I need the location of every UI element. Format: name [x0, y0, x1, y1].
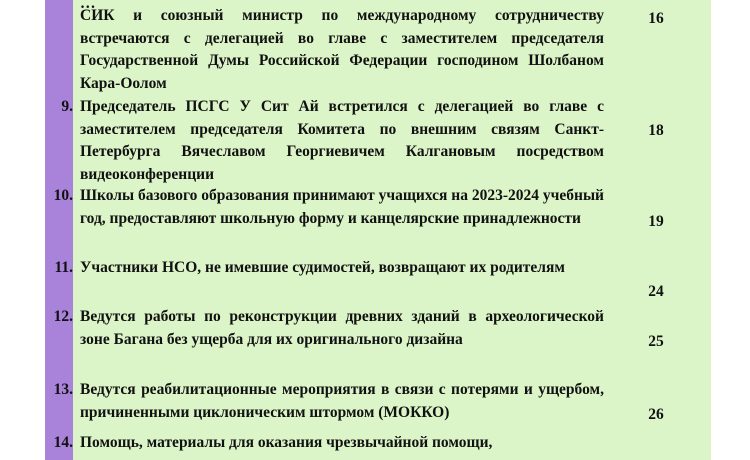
toc-entry-title-cut: … [80, 0, 96, 12]
toc-entry-number: 14. [53, 434, 73, 451]
toc-entry-title: Школы базового образования принимают учащихся на 2023-2024 учебный год, предоставляют школьную форму и канцелярские принадлежности [80, 187, 604, 227]
toc-entry-title: СИК и союзный министр по международному сотрудничеству встречаются с делегацией во главе с заместителем председателя Государственной Думы Российской Федерации господином Шолбаном Кара-Оолом [80, 7, 604, 92]
toc-entry-number: 10. [53, 187, 73, 204]
toc-entry-number: 9. [61, 98, 73, 115]
toc-entry-page: 26 [648, 406, 664, 423]
toc-entry-title: Председатель ПСГС У Сит Ай встретился с делегацией во главе с заместителем председателя Комитета по внешним связям Санкт-Петербурга Вячеславом Георгиевичем Калгановым посредством видеоконференции [80, 98, 604, 183]
toc-entry-title: Участники НСО, не имевшие судимостей, возвращают их родителям [80, 259, 565, 276]
toc-entry-page: 25 [648, 333, 664, 350]
toc-entry-title: Ведутся работы по реконструкции древних зданий в археологической зоне Багана без ущерба для их оригинального дизайна [80, 308, 604, 348]
toc-entry-title: Ведутся реабилитационные мероприятия в связи с потерями и ущербом, причиненными циклоническим штормом (МОККО) [80, 381, 604, 421]
toc-entry-page: 16 [648, 10, 664, 27]
toc-entry-number: 13. [53, 381, 73, 398]
toc-entry-page: 19 [648, 213, 664, 230]
toc-entry-number: 11. [54, 259, 73, 276]
toc-entry-title: Помощь, материалы для оказания чрезвычайной помощи, [80, 434, 493, 451]
toc-entry-page: 18 [648, 122, 664, 139]
toc-entry-number: 12. [53, 308, 73, 325]
toc-entry-page: 24 [648, 283, 664, 300]
